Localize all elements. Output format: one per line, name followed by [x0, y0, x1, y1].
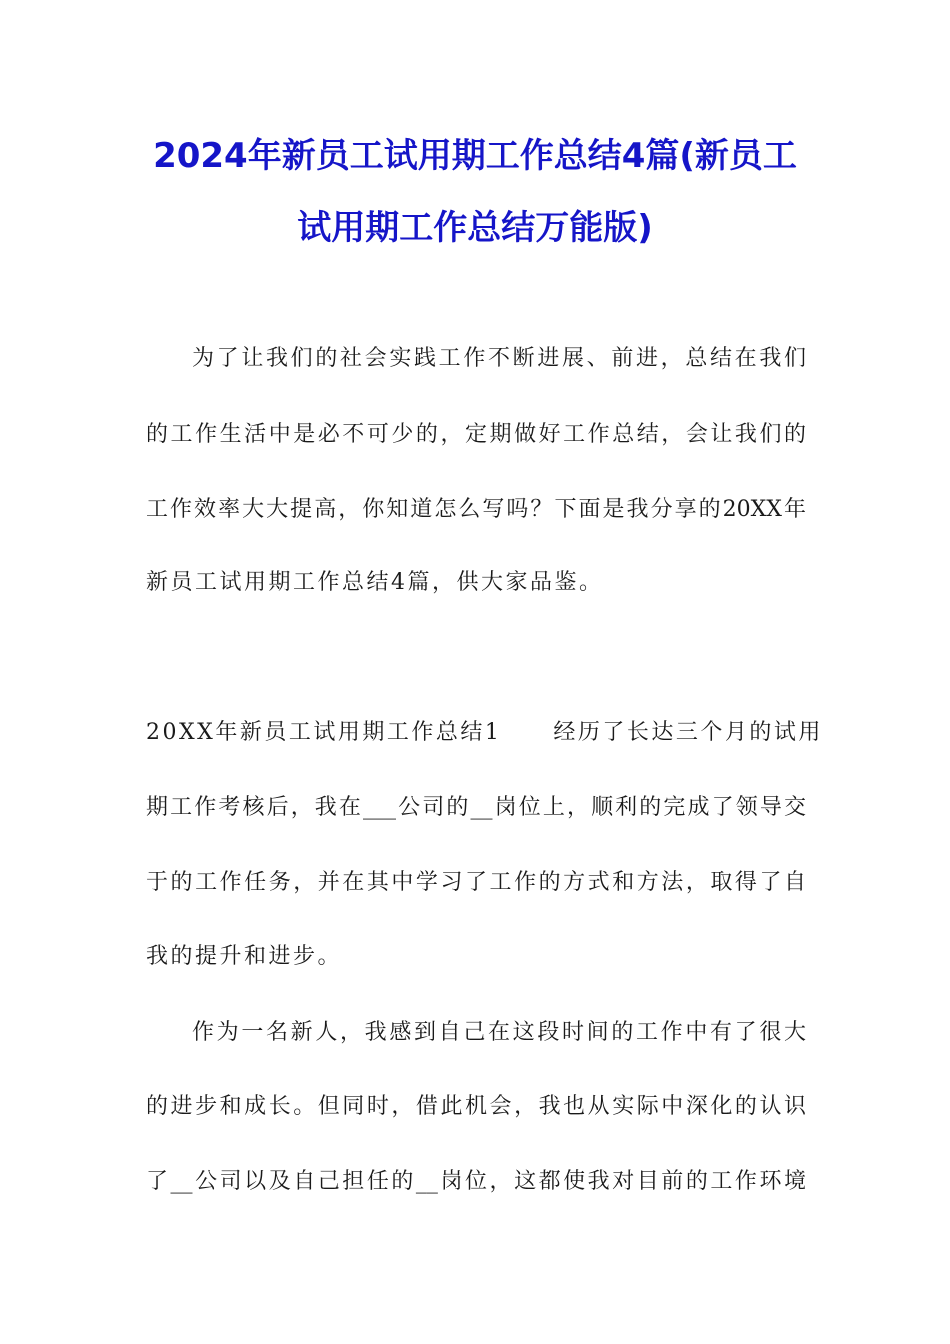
document-title-line-1: 2024年新员工试用期工作总结4篇(新员工 — [153, 136, 797, 176]
intro-line-3: 工作效率大大提高，你知道怎么写吗？下面是我分享的20XX年 — [146, 497, 806, 522]
section2-line-1: 作为一名新人，我感到自己在这段时间的工作中有了很大 — [192, 1020, 806, 1045]
intro-line-4: 新员工试用期工作总结4篇，供大家品鉴。 — [146, 570, 604, 595]
section1-line-3: 于的工作任务，并在其中学习了工作的方式和方法，取得了自 — [146, 870, 806, 895]
section1-first-line — [146, 717, 823, 749]
section1-heading: 20XX年新员工试用期工作总结1 — [146, 720, 502, 745]
section1-first-line-text: 经历了长达三个月的试用 — [553, 720, 823, 745]
section1-line-4: 我的提升和进步。 — [146, 944, 343, 969]
document-title-line-2: 试用期工作总结万能版) — [297, 208, 653, 248]
section1-line-2: 期工作考核后，我在___公司的__岗位上，顺利的完成了领导交 — [146, 795, 806, 820]
section2-line-3: 了__公司以及自己担任的__岗位，这都使我对目前的工作环境 — [146, 1169, 806, 1194]
intro-line-2: 的工作生活中是必不可少的，定期做好工作总结，会让我们的 — [146, 422, 806, 447]
section2-line-2: 的进步和成长。但同时，借此机会，我也从实际中深化的认识 — [146, 1094, 806, 1119]
intro-line-1: 为了让我们的社会实践工作不断进展、前进，总结在我们 — [192, 346, 806, 371]
